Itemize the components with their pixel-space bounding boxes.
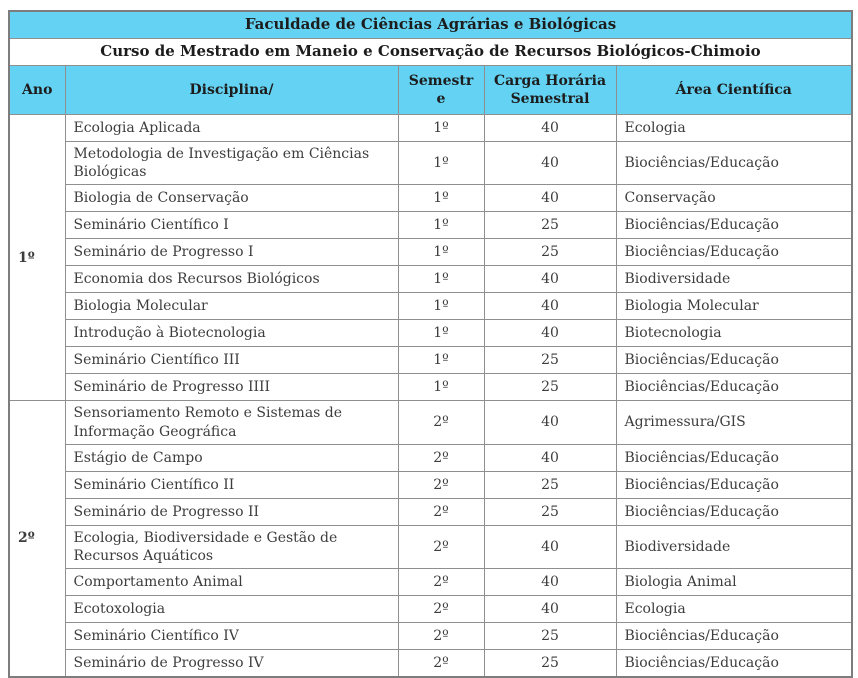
cell-carga: 40 [484, 266, 616, 293]
cell-carga: 40 [484, 142, 616, 185]
cell-carga: 25 [484, 374, 616, 401]
table-row [9, 374, 852, 401]
cell-semestre: 2º [398, 498, 484, 525]
cell-semestre: 2º [398, 444, 484, 471]
cell-disciplina: Metodologia de Investigação em Ciências Biológicas [65, 142, 398, 185]
cell-area: Biodiversidade [616, 525, 852, 568]
cell-semestre: 2º [398, 623, 484, 650]
cell-disciplina: Seminário de Progresso I [65, 239, 398, 266]
cell-semestre: 1º [398, 185, 484, 212]
curriculum-table [8, 10, 853, 678]
table-row [9, 185, 852, 212]
cell-area: Biociências/Educação [616, 239, 852, 266]
table-row [9, 498, 852, 525]
cell-area: Biociências/Educação [616, 374, 852, 401]
cell-disciplina: Comportamento Animal [65, 569, 398, 596]
cell-semestre: 1º [398, 142, 484, 185]
cell-semestre: 2º [398, 650, 484, 677]
cell-carga: 25 [484, 212, 616, 239]
faculty-title-row [9, 11, 852, 39]
cell-carga: 25 [484, 498, 616, 525]
course-title-row [9, 39, 852, 66]
cell-area: Biociências/Educação [616, 444, 852, 471]
table-row [9, 320, 852, 347]
table-row [9, 471, 852, 498]
cell-area: Biociências/Educação [616, 498, 852, 525]
table-row [9, 115, 852, 142]
cell-semestre: 1º [398, 239, 484, 266]
course-title: Curso de Mestrado em Maneio e Conservação de Recursos Biológicos-Chimoio [9, 39, 852, 66]
column-header-ano: Ano [9, 66, 65, 115]
cell-semestre: 1º [398, 374, 484, 401]
cell-area: Agrimessura/GIS [616, 401, 852, 444]
cell-carga: 40 [484, 401, 616, 444]
cell-carga: 40 [484, 320, 616, 347]
cell-carga: 40 [484, 185, 616, 212]
cell-disciplina: Ecologia, Biodiversidade e Gestão de Recursos Aquáticos [65, 525, 398, 568]
table-row [9, 347, 852, 374]
cell-area: Biociências/Educação [616, 650, 852, 677]
table-row [9, 212, 852, 239]
column-header-row [9, 66, 852, 115]
cell-area: Ecologia [616, 115, 852, 142]
cell-carga: 25 [484, 623, 616, 650]
cell-semestre: 1º [398, 115, 484, 142]
cell-semestre: 1º [398, 266, 484, 293]
table-row [9, 650, 852, 677]
cell-semestre: 1º [398, 212, 484, 239]
table-row [9, 596, 852, 623]
cell-area: Biociências/Educação [616, 347, 852, 374]
table-row [9, 623, 852, 650]
cell-disciplina: Seminário Científico II [65, 471, 398, 498]
cell-carga: 40 [484, 444, 616, 471]
cell-carga: 25 [484, 471, 616, 498]
year-cell-1: 1º [9, 115, 65, 401]
cell-semestre: 1º [398, 320, 484, 347]
cell-carga: 40 [484, 525, 616, 568]
cell-carga: 25 [484, 650, 616, 677]
cell-carga: 40 [484, 293, 616, 320]
cell-semestre: 2º [398, 596, 484, 623]
cell-area: Biologia Animal [616, 569, 852, 596]
year-cell-2: 2º [9, 401, 65, 677]
cell-carga: 25 [484, 347, 616, 374]
cell-disciplina: Seminário Científico I [65, 212, 398, 239]
cell-semestre: 2º [398, 569, 484, 596]
cell-disciplina: Seminário Científico IV [65, 623, 398, 650]
cell-area: Conservação [616, 185, 852, 212]
cell-disciplina: Seminário de Progresso II [65, 498, 398, 525]
table-row [9, 444, 852, 471]
cell-disciplina: Seminário de Progresso IIII [65, 374, 398, 401]
cell-disciplina: Introdução à Biotecnologia [65, 320, 398, 347]
cell-disciplina: Biologia de Conservação [65, 185, 398, 212]
cell-area: Biociências/Educação [616, 212, 852, 239]
cell-carga: 40 [484, 569, 616, 596]
cell-disciplina: Biologia Molecular [65, 293, 398, 320]
table-row [9, 239, 852, 266]
cell-area: Biologia Molecular [616, 293, 852, 320]
table-row [9, 525, 852, 568]
cell-area: Biodiversidade [616, 266, 852, 293]
table-row [9, 266, 852, 293]
cell-disciplina: Seminário de Progresso IV [65, 650, 398, 677]
cell-disciplina: Economia dos Recursos Biológicos [65, 266, 398, 293]
cell-semestre: 2º [398, 525, 484, 568]
cell-disciplina: Ecotoxologia [65, 596, 398, 623]
cell-disciplina: Ecologia Aplicada [65, 115, 398, 142]
column-header-disciplina: Disciplina/ [65, 66, 398, 115]
cell-disciplina: Estágio de Campo [65, 444, 398, 471]
cell-disciplina: Sensoriamento Remoto e Sistemas de Informação Geográfica [65, 401, 398, 444]
cell-semestre: 2º [398, 471, 484, 498]
table-row [9, 293, 852, 320]
column-header-area: Área Científica [616, 66, 852, 115]
cell-disciplina: Seminário Científico III [65, 347, 398, 374]
table-row [9, 569, 852, 596]
column-header-carga: Carga Horária Semestral [484, 66, 616, 115]
cell-area: Biociências/Educação [616, 142, 852, 185]
cell-carga: 40 [484, 596, 616, 623]
table-row [9, 142, 852, 185]
cell-area: Biociências/Educação [616, 623, 852, 650]
cell-carga: 40 [484, 115, 616, 142]
faculty-title: Faculdade de Ciências Agrárias e Biológicas [9, 11, 852, 39]
cell-area: Ecologia [616, 596, 852, 623]
table-row [9, 401, 852, 444]
cell-area: Biotecnologia [616, 320, 852, 347]
cell-semestre: 1º [398, 347, 484, 374]
cell-semestre: 1º [398, 293, 484, 320]
cell-area: Biociências/Educação [616, 471, 852, 498]
cell-carga: 25 [484, 239, 616, 266]
column-header-semestre: Semestre [398, 66, 484, 115]
cell-semestre: 2º [398, 401, 484, 444]
